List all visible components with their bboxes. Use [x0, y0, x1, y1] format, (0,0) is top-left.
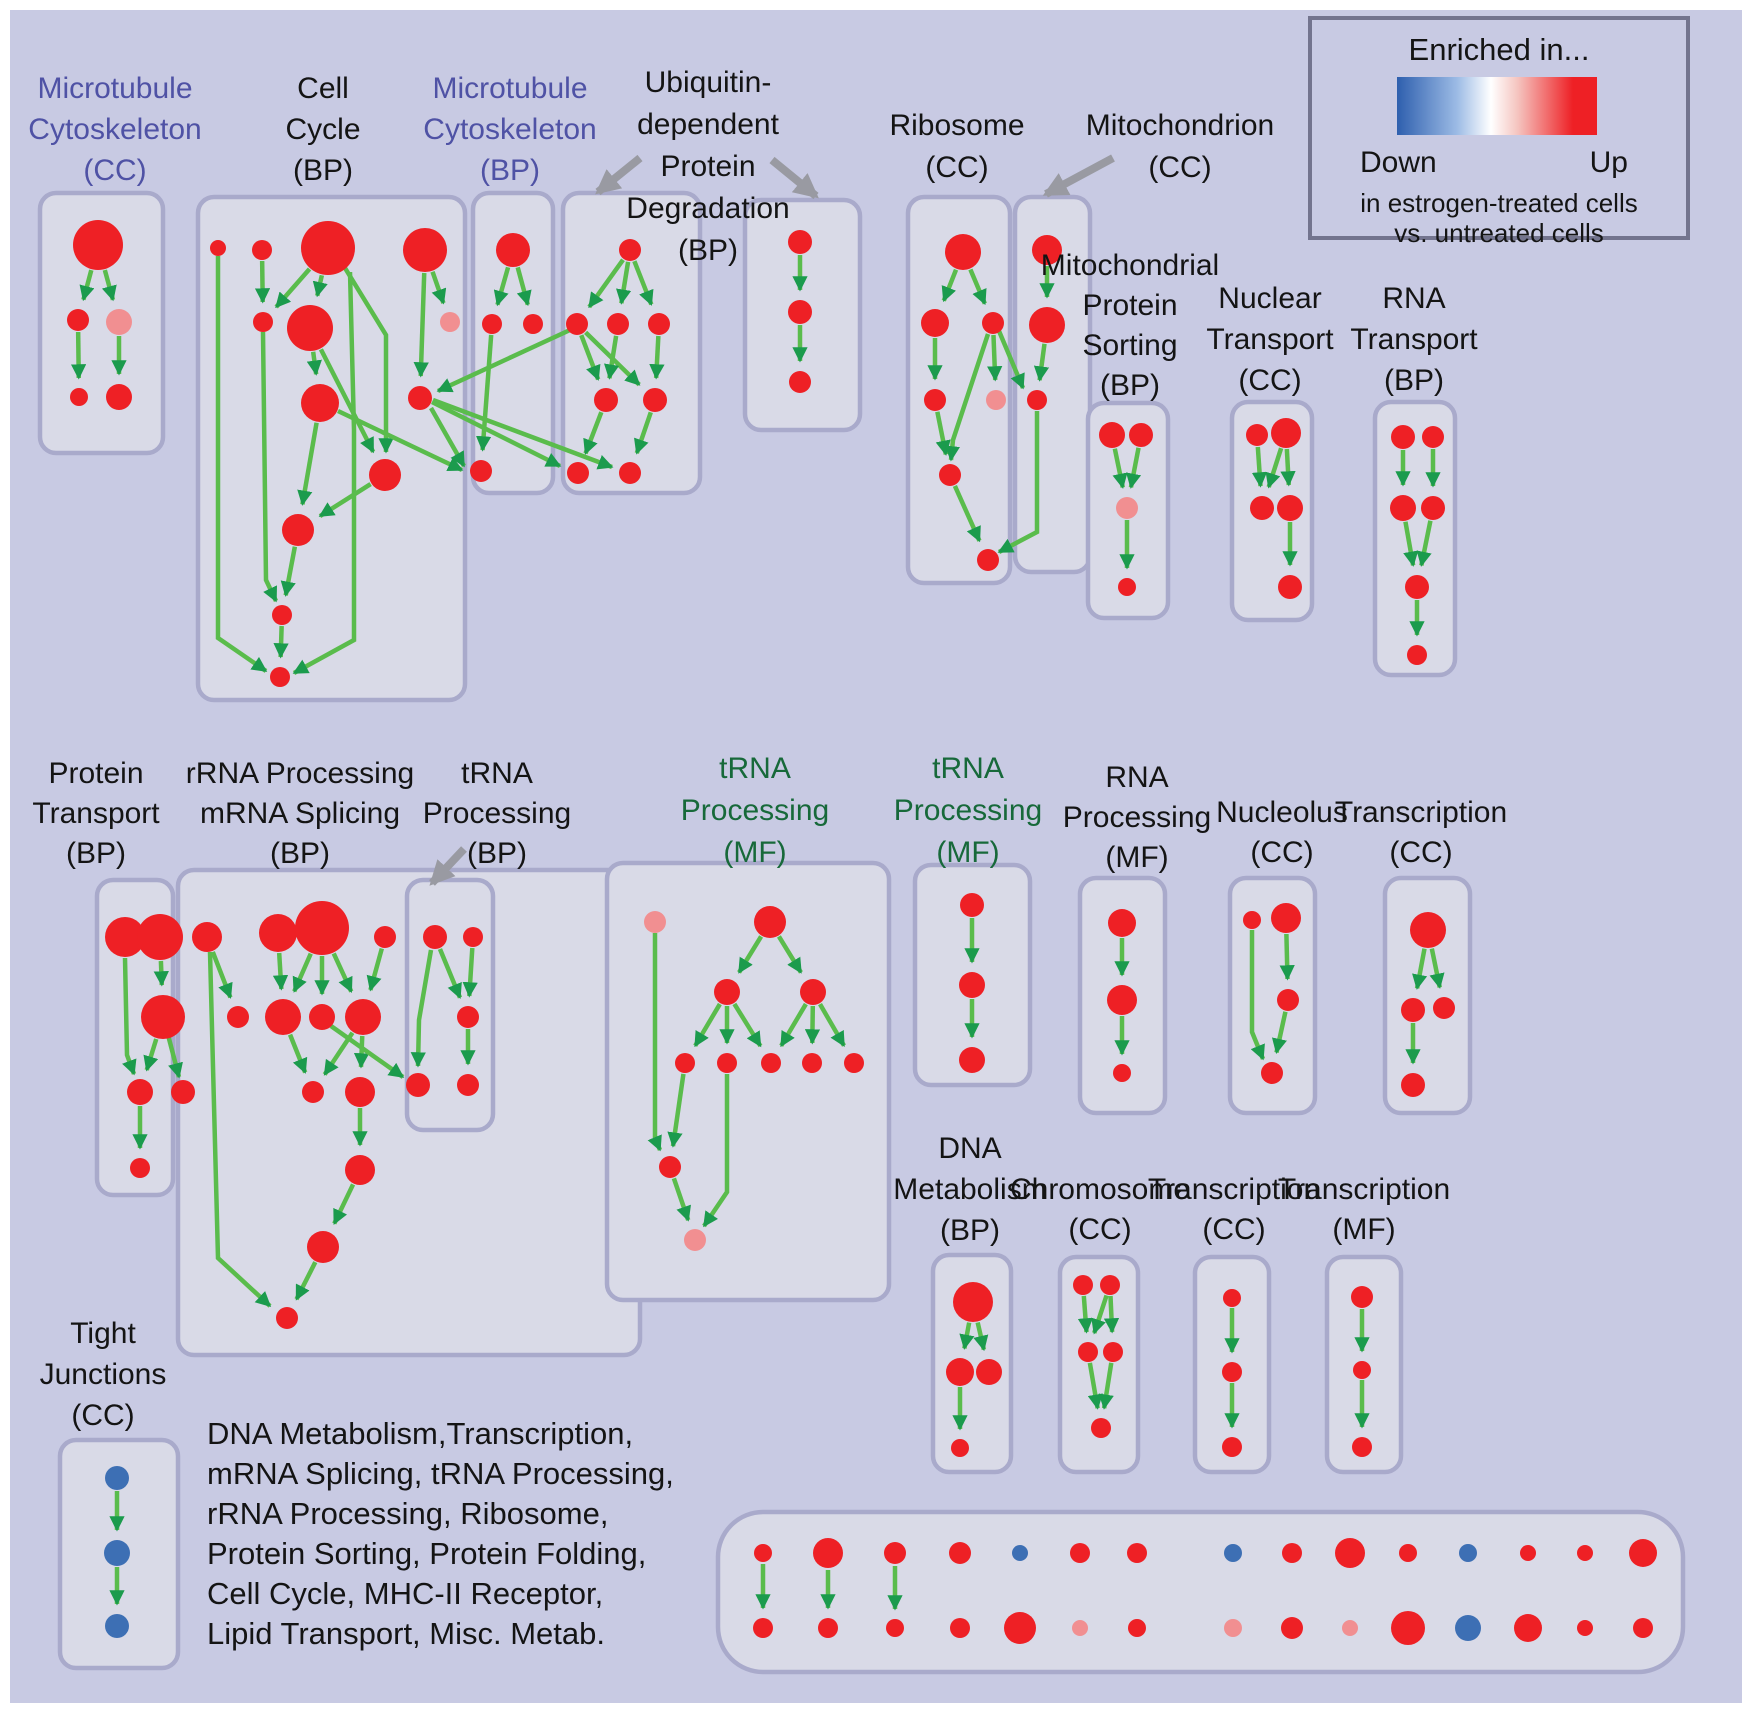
go-term-node [788, 300, 812, 324]
cluster-label-line: Protein [1082, 289, 1178, 322]
go-term-node [977, 549, 999, 571]
go-term-node [1399, 1544, 1417, 1562]
go-term-node [496, 233, 530, 267]
go-term-node [1401, 1073, 1425, 1097]
go-term-node [106, 384, 132, 410]
go-term-node [953, 1282, 993, 1322]
cluster-label-line: (MF) [723, 836, 787, 869]
go-term-node [1342, 1620, 1358, 1636]
cluster-label-line: (CC) [1068, 1213, 1132, 1246]
go-term-node [1091, 1418, 1111, 1438]
go-term-node [1433, 997, 1455, 1019]
misc-text-line: Lipid Transport, Misc. Metab. [207, 1616, 605, 1651]
go-term-node [1335, 1538, 1365, 1568]
misc-text-line: rRNA Processing, Ribosome, [207, 1496, 609, 1531]
edge-arrow [279, 953, 281, 989]
go-term-node [307, 1231, 339, 1263]
go-term-node [345, 999, 381, 1035]
go-term-node [924, 389, 946, 411]
legend-subtitle-line1: in estrogen-treated cells [1360, 188, 1638, 218]
cluster-label-line: Sorting [1082, 329, 1178, 362]
go-term-node [1070, 1543, 1090, 1563]
go-term-node [1129, 423, 1153, 447]
go-term-node [1271, 418, 1301, 448]
cluster-label-line: Protein [48, 757, 144, 790]
cluster-label-line: tRNA [719, 752, 791, 785]
cluster-label-line: Chromosome [1009, 1173, 1191, 1206]
go-term-node [403, 228, 447, 272]
legend-up-label: Up [1589, 146, 1628, 179]
go-term-node [1073, 1275, 1093, 1295]
go-term-node [717, 1053, 737, 1073]
go-term-node [1116, 497, 1138, 519]
cluster-label-line: Tight [70, 1317, 136, 1350]
go-term-node [345, 1077, 375, 1107]
go-term-node [253, 312, 273, 332]
go-term-node [73, 220, 123, 270]
go-term-node [1271, 903, 1301, 933]
cluster-label-line: Transcription [1334, 796, 1508, 829]
go-term-node [440, 312, 460, 332]
go-term-node [1410, 912, 1446, 948]
cluster-label-line: DNA [938, 1132, 1002, 1165]
go-term-node [374, 926, 396, 948]
go-term-node [482, 314, 502, 334]
go-term-node [463, 927, 483, 947]
go-term-node [648, 313, 670, 335]
cluster-label-line: (CC) [83, 154, 147, 187]
go-term-node [1113, 1064, 1131, 1082]
color-legend [1308, 16, 1690, 248]
go-term-node [789, 371, 811, 393]
go-term-node [1520, 1545, 1536, 1561]
go-term-node [800, 979, 826, 1005]
go-term-node [252, 240, 272, 260]
go-term-node [754, 1544, 772, 1562]
legend-subtitle-line2: vs. untreated cells [1394, 218, 1604, 248]
edge-arrow [281, 626, 282, 657]
go-term-node [127, 1079, 153, 1105]
go-term-node [130, 1158, 150, 1178]
cluster-label-line: (BP) [292, 154, 353, 187]
go-term-node [301, 384, 339, 422]
cluster-label-line: (BP) [1099, 369, 1160, 402]
cluster-label-line: (MF) [936, 836, 1000, 869]
go-term-node [1103, 1342, 1123, 1362]
go-term-node [423, 925, 447, 949]
go-term-node [1012, 1545, 1028, 1561]
go-term-node [844, 1053, 864, 1073]
cluster-label-line: Degradation [626, 192, 790, 225]
go-term-node [950, 1618, 970, 1638]
cluster-label-line: (CC) [925, 151, 989, 184]
go-term-node [295, 901, 349, 955]
cluster-label-line: mRNA Splicing [199, 797, 401, 830]
go-term-node [1277, 989, 1299, 1011]
go-term-node [921, 309, 949, 337]
cluster-box-bottom-summary [718, 1512, 1683, 1672]
edge-arrow [812, 1006, 813, 1043]
go-term-node [1629, 1539, 1657, 1567]
go-term-node [457, 1006, 479, 1028]
cluster-label-line: Junctions [39, 1358, 167, 1391]
cluster-label-line: tRNA [461, 757, 533, 790]
edge-arrow [1286, 934, 1287, 979]
go-term-node [1391, 425, 1415, 449]
go-term-node [470, 460, 492, 482]
edge-arrow [1258, 447, 1261, 486]
go-term-node [1577, 1545, 1593, 1561]
cluster-label-line: Metabolism [893, 1173, 1047, 1206]
go-term-node [192, 922, 222, 952]
cluster-label-line: Transport [32, 797, 160, 830]
go-term-node [1027, 390, 1047, 410]
go-term-node [1281, 1617, 1303, 1639]
cluster-label-line: Microtubule [37, 72, 193, 105]
cluster-label-line: Processing [893, 794, 1043, 827]
go-term-node [714, 979, 740, 1005]
go-term-node [67, 309, 89, 331]
go-term-node [619, 239, 641, 261]
go-term-node [259, 914, 297, 952]
edge-arrow [993, 335, 995, 380]
go-term-node [1127, 1543, 1147, 1563]
go-term-node [1514, 1614, 1542, 1642]
edge-arrow [161, 961, 162, 985]
go-term-node [1261, 1062, 1283, 1084]
edge-arrow [1046, 158, 1113, 194]
go-term-node [1224, 1619, 1242, 1637]
edge-arrow [313, 352, 316, 374]
go-term-node [607, 313, 629, 335]
cluster-label-line: Cytoskeleton [28, 113, 202, 146]
go-term-node [1223, 1289, 1241, 1307]
cluster-label-line: Nucleolus [1216, 796, 1348, 829]
go-term-node [1029, 307, 1065, 343]
cluster-label-line: Protein [660, 150, 756, 183]
legend-title: Enriched in... [1408, 32, 1590, 67]
go-term-node [946, 1358, 974, 1386]
edge-arrow [598, 158, 640, 192]
cluster-label-line: Transport [1206, 323, 1334, 356]
cluster-label-line: (BP) [939, 1214, 1000, 1247]
go-term-node [1401, 998, 1425, 1022]
go-term-node [1390, 495, 1416, 521]
cluster-label-line: dependent [637, 108, 779, 141]
go-term-node [1459, 1544, 1477, 1562]
go-term-node [1099, 422, 1125, 448]
go-term-node [982, 312, 1004, 334]
go-term-node [272, 605, 292, 625]
go-term-node [1278, 575, 1302, 599]
edge-arrow [361, 1036, 362, 1067]
cluster-label-line: RNA [1105, 761, 1169, 794]
go-term-node [105, 1614, 129, 1638]
misc-text-line: mRNA Splicing, tRNA Processing, [207, 1456, 674, 1491]
cluster-label-line: (BP) [269, 837, 330, 870]
go-term-node [1351, 1286, 1373, 1308]
go-term-node [302, 1081, 324, 1103]
legend-down-label: Down [1360, 146, 1437, 179]
cluster-label-line: rRNA Processing [185, 757, 415, 790]
go-term-node [1391, 1611, 1425, 1645]
go-term-node [1455, 1615, 1481, 1641]
go-term-node [1128, 1619, 1146, 1637]
cluster-label-line: (CC) [1389, 836, 1453, 869]
go-term-node [1107, 985, 1137, 1015]
cluster-label-line: (CC) [1202, 1213, 1266, 1246]
edge-arrow [1084, 1296, 1087, 1332]
cluster-label-line: (CC) [71, 1399, 135, 1432]
go-term-node [301, 221, 355, 275]
go-term-node [1282, 1543, 1302, 1563]
go-term-node [104, 1540, 130, 1566]
go-term-node [1222, 1437, 1242, 1457]
go-term-node [265, 999, 301, 1035]
go-term-node [566, 313, 588, 335]
go-term-node [137, 914, 183, 960]
go-term-node [960, 893, 984, 917]
go-term-node [753, 1618, 773, 1638]
go-term-node [210, 240, 226, 256]
go-term-node [1108, 909, 1136, 937]
go-term-node [70, 388, 88, 406]
go-term-node [594, 388, 618, 412]
cluster-label-line: Transcription [1277, 1173, 1451, 1206]
cluster-label-line: Ubiquitin- [644, 66, 772, 99]
go-term-node [369, 459, 401, 491]
go-term-node [270, 667, 290, 687]
go-term-node [106, 309, 132, 335]
go-term-node [951, 1439, 969, 1457]
misc-text-line: Protein Sorting, Protein Folding, [207, 1536, 647, 1571]
go-term-node [986, 390, 1006, 410]
go-term-node [945, 234, 981, 270]
cluster-label-line: (MF) [1332, 1213, 1396, 1246]
cluster-label-line: (BP) [65, 837, 126, 870]
go-term-node [675, 1053, 695, 1073]
go-term-node [345, 1155, 375, 1185]
cluster-label-line: Cytoskeleton [423, 113, 597, 146]
edge-arrow [469, 948, 472, 996]
cluster-label-line: RNA [1382, 282, 1446, 315]
cluster-label-line: (CC) [1148, 151, 1212, 184]
go-term-node [1224, 1544, 1242, 1562]
go-term-node [818, 1618, 838, 1638]
go-term-node [1421, 496, 1445, 520]
go-term-node [813, 1538, 843, 1568]
go-term-node [1250, 496, 1274, 520]
cluster-label-line: (BP) [467, 837, 527, 870]
cluster-box-chromosome-cc [1060, 1257, 1138, 1472]
go-term-node [1246, 424, 1268, 446]
go-term-node [802, 1053, 822, 1073]
go-term-node [287, 305, 333, 351]
go-term-node [1405, 575, 1429, 599]
cluster-label-line: (CC) [1250, 836, 1314, 869]
go-term-node [1422, 426, 1444, 448]
cluster-label-line: Cell [297, 72, 349, 105]
go-term-node [1352, 1437, 1372, 1457]
go-term-node [1078, 1342, 1098, 1362]
cluster-label-line: Transport [1350, 323, 1478, 356]
cluster-label-line: Mitochondrion [1085, 109, 1275, 142]
go-term-node [619, 462, 641, 484]
cluster-label-line: (BP) [1383, 364, 1444, 397]
edge-arrow [262, 261, 263, 302]
go-term-node [141, 995, 185, 1039]
cluster-label-line: Ribosome [889, 109, 1025, 142]
go-term-node [1353, 1361, 1371, 1379]
edge-arrow [656, 336, 658, 378]
edge-arrow [772, 160, 816, 196]
misc-text-line: Cell Cycle, MHC-II Receptor, [207, 1576, 604, 1611]
go-term-node [659, 1156, 681, 1178]
go-term-node [684, 1229, 706, 1251]
go-term-node [1118, 578, 1136, 596]
edge-arrow [78, 332, 79, 378]
go-term-node [976, 1359, 1002, 1385]
go-term-node [282, 514, 314, 546]
cluster-label-line: Microtubule [432, 72, 588, 105]
go-term-node [643, 388, 667, 412]
go-term-node [567, 462, 589, 484]
go-term-node [457, 1074, 479, 1096]
edge-arrow [1287, 449, 1289, 485]
cluster-label-line: tRNA [932, 752, 1004, 785]
cluster-label-line: Transcription [1147, 1173, 1321, 1206]
cluster-label-line: (BP) [480, 154, 540, 187]
cluster-label-line: Cycle [285, 113, 361, 146]
misc-text-line: DNA Metabolism,Transcription, [207, 1416, 634, 1451]
go-term-node [1577, 1620, 1593, 1636]
go-term-node [1277, 495, 1303, 521]
go-term-node [105, 1466, 129, 1490]
cluster-label-line: (BP) [677, 234, 738, 267]
cluster-label-line: (CC) [1238, 364, 1302, 397]
go-term-node [1633, 1618, 1653, 1638]
go-term-node [788, 230, 812, 254]
go-term-node [309, 1004, 335, 1030]
go-term-node [1100, 1275, 1120, 1295]
go-term-node [1222, 1362, 1242, 1382]
cluster-label-line: Processing [422, 797, 572, 830]
go-term-node [939, 464, 961, 486]
go-term-node [959, 972, 985, 998]
go-term-node [406, 1073, 430, 1097]
go-term-node [1243, 911, 1261, 929]
go-term-node [949, 1542, 971, 1564]
edge-arrow [1110, 1296, 1112, 1332]
go-term-node [884, 1542, 906, 1564]
go-term-node [959, 1047, 985, 1073]
go-term-node [276, 1307, 298, 1329]
go-term-node [1004, 1612, 1036, 1644]
go-term-node [644, 911, 666, 933]
cluster-label-line: Processing [680, 794, 830, 827]
go-term-node [1072, 1620, 1088, 1636]
go-term-node [754, 906, 786, 938]
go-term-node [761, 1053, 781, 1073]
cluster-label-line: Mitochondrial [1040, 249, 1220, 282]
cluster-label-line: (MF) [1105, 841, 1169, 874]
cluster-label-line: Processing [1062, 801, 1212, 834]
go-term-node [227, 1006, 249, 1028]
legend-gradient-bar [1397, 77, 1597, 135]
go-term-node [171, 1080, 195, 1104]
go-term-node [886, 1619, 904, 1637]
go-term-node [1407, 645, 1427, 665]
cluster-label-line: Nuclear [1218, 282, 1322, 315]
go-term-node [408, 386, 432, 410]
go-term-node [1032, 235, 1062, 265]
go-term-node [523, 314, 543, 334]
